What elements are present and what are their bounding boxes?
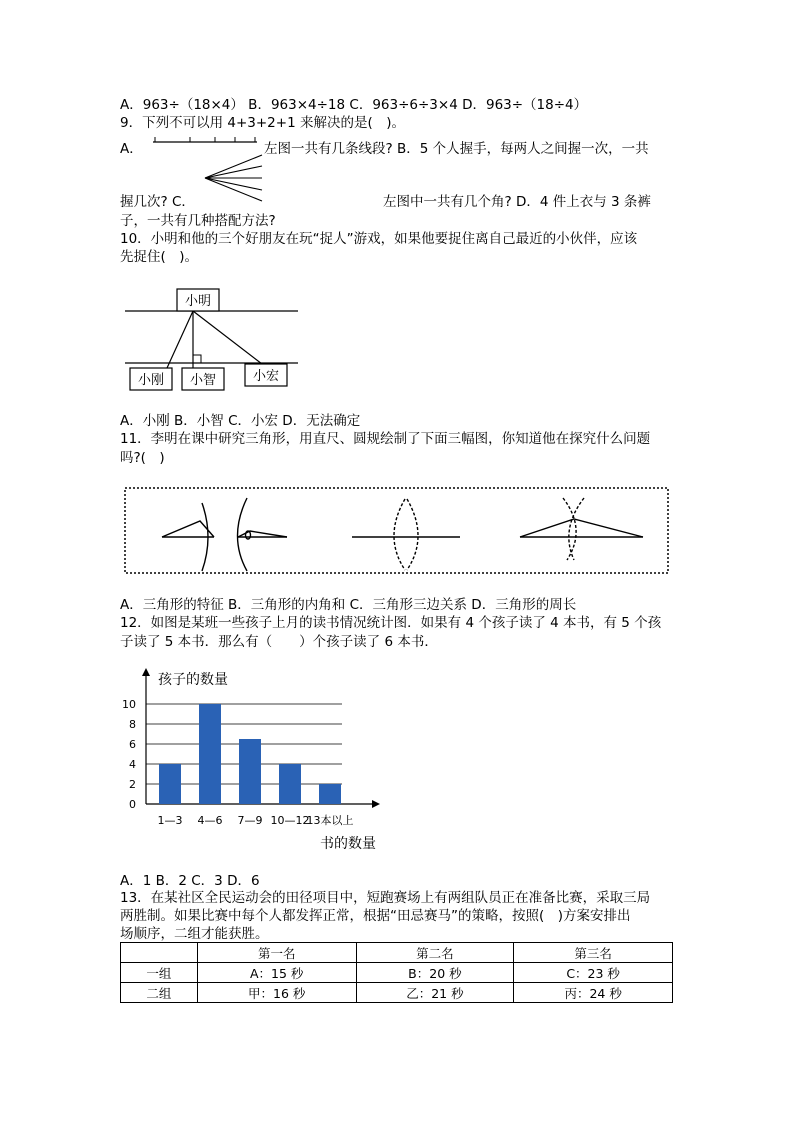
y-tick-label: 0 [129,798,136,811]
table-cell: 乙：21 秒 [356,983,514,1003]
y-tick-label: 6 [129,738,136,751]
x-tick-label: 4—6 [197,814,223,827]
table-row [121,963,673,983]
table-cell: 一组 [121,963,198,983]
bar [279,764,301,804]
x-axis-label: 书的数量 [320,836,376,852]
q10-stem-2: 先捉住( )。 [120,249,199,265]
table-cell: C：23 秒 [514,963,673,983]
table-header-cell: 第二名 [356,943,514,963]
q9-stem: 9．下列不可以用 4+3+2+1 来解决的是( )。 [120,115,405,131]
y-tick-label: 10 [122,698,136,711]
q9-line3: 子，一共有几种搭配方法? [120,213,276,229]
q11-stem-1: 11．李明在课中研究三角形，用直尺、圆规绘制了下面三幅图，你知道他在探究什么问题 [120,431,651,447]
q10-stem-1: 10．小明和他的三个好朋友在玩“捉人”游戏，如果他要捉住离自己最近的小伙伴，应该 [120,231,638,247]
q9-line2-left: 握几次? C． [120,194,195,210]
table-cell: A：15 秒 [197,963,356,983]
q9-segment-figure [150,134,260,154]
q12-options: A．1 B．2 C．3 D．6 [120,873,260,889]
x-tick-label: 1—3 [157,814,183,827]
y-axis-arrow [142,668,150,676]
table-row [121,983,673,1003]
reading-bar-chart [110,662,390,862]
race-table [120,942,673,1003]
q10-distance-figure [122,284,302,394]
q13-stem-1: 13．在某社区全民运动会的田径项目中，短跑赛场上有两组队员正在准备比赛，采取三局 [120,890,651,906]
q9-angle-figure [200,152,265,204]
bar [159,764,181,804]
table-header-cell: 第一名 [197,943,356,963]
name-xiaohong: 小宏 [252,369,280,384]
table-header-cell [121,943,198,963]
name-xiaoming: 小明 [184,294,212,309]
q9-option-a-label: A． [120,141,143,157]
bar [319,784,341,804]
table-header-cell: 第三名 [514,943,673,963]
table-cell: 二组 [121,983,198,1003]
q13-stem-3: 场顺序，二组才能获胜。 [120,926,269,942]
q11-stem-2: 吗?( ) [120,450,165,466]
x-tick-label: 10—12 [270,814,310,827]
race-table-header [121,943,673,963]
name-xiaogang: 小刚 [137,373,165,388]
x-tick-label: 13本以上 [306,814,354,827]
y-tick-label: 8 [129,718,136,731]
q9-line1-right: 左图一共有几条线段? B．5 个人握手，每两人之间握一次，一共 [264,141,649,157]
q11-options: A．三角形的特征 B．三角形的内角和 C．三角形三边关系 D．三角形的周长 [120,597,577,613]
q12-stem-1: 12．如图是某班一些孩子上月的读书情况统计图．如果有 4 个孩子读了 4 本书，有 5 个孩 [120,615,662,631]
y-tick-label: 4 [129,758,136,771]
table-cell: 丙：24 秒 [514,983,673,1003]
q12-stem-2: 子读了 5 本书．那么有（ ）个孩子读了 6 本书． [120,634,438,650]
q13-stem-2: 两胜制。如果比赛中每个人都发挥正常，根据“田忌赛马”的策略，按照( )方案安排出 [120,908,631,924]
name-xiaozhi: 小智 [189,373,217,388]
table-cell: 甲：16 秒 [197,983,356,1003]
x-axis-arrow [372,800,380,808]
q8-options: A．963÷（18×4） B．963×4÷18 C．963÷6÷3×4 D．963÷（18÷4） [120,97,588,113]
y-axis-label: 孩子的数量 [158,672,228,688]
q11-triangle-figures [122,484,672,578]
y-tick-label: 2 [129,778,136,791]
bar [199,704,221,804]
q9-line2-right: 左图中一共有几个角? D．4 件上衣与 3 条裤 [383,194,651,210]
q10-options: A．小刚 B．小智 C．小宏 D．无法确定 [120,413,361,429]
table-cell: B：20 秒 [356,963,514,983]
bar [239,739,261,804]
x-tick-label: 7—9 [237,814,263,827]
